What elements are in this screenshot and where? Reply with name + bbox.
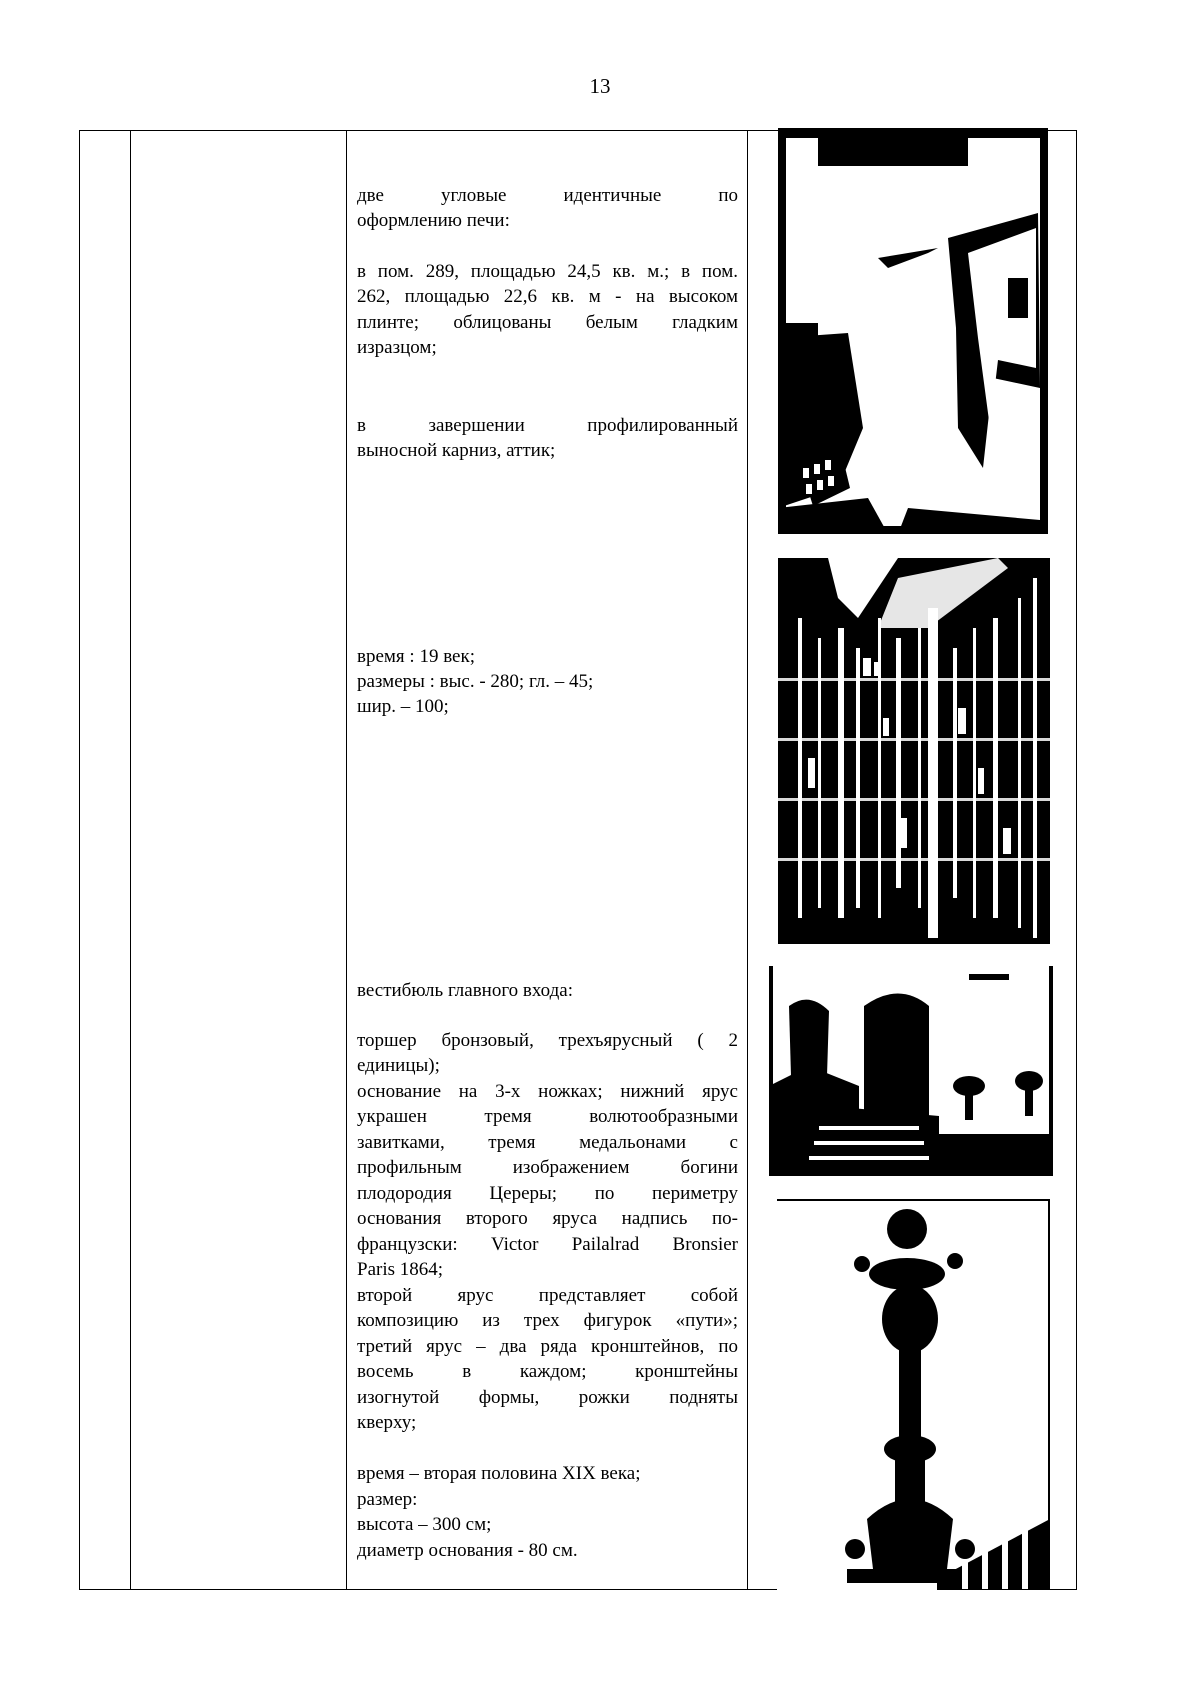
base-line1: основание на 3-х ножках; нижний ярус bbox=[357, 1081, 738, 1102]
column-border-1 bbox=[79, 130, 80, 1590]
vestibule-photo bbox=[769, 966, 1053, 1176]
sizes-line2: шир. – 100; bbox=[357, 696, 449, 717]
column-border-4 bbox=[747, 130, 748, 1590]
base-line8: Paris 1864; bbox=[357, 1259, 444, 1280]
vestibule-photo-graphic bbox=[769, 966, 1053, 1176]
library-photo bbox=[778, 558, 1050, 944]
cornice-line1: в завершении профилированный bbox=[357, 415, 738, 436]
tier2-line1: второй ярус представляет собой bbox=[357, 1285, 738, 1306]
stoves-desc-line3: плинте; облицованы белым гладким bbox=[357, 312, 738, 333]
stoves-heading-line2: оформлению печи: bbox=[357, 210, 510, 231]
stove-photo bbox=[778, 128, 1048, 534]
tier3-line2: восемь в каждом; кронштейны bbox=[357, 1361, 738, 1382]
base-line6: основания второго яруса надпись по- bbox=[357, 1208, 738, 1229]
tier3-line4: кверху; bbox=[357, 1412, 417, 1433]
vestibule-heading: вестибюль главного входа: bbox=[357, 980, 573, 1001]
stove-photo-graphic bbox=[778, 128, 1048, 534]
column-border-3 bbox=[346, 130, 347, 1590]
column-border-5 bbox=[1076, 130, 1077, 1590]
base-line7: французски: Victor Pailalrad Bronsier bbox=[357, 1234, 738, 1255]
base-line3: завитками, тремя медальонами с bbox=[357, 1132, 738, 1153]
tier2-line2: композицию из трех фигурок «пути»; bbox=[357, 1310, 738, 1331]
base-line4: профильным изображением богини bbox=[357, 1157, 738, 1178]
base-line2: украшен тремя волютообразными bbox=[357, 1106, 738, 1127]
stoves-desc-line2: 262, площадью 22,6 кв. м - на высоком bbox=[357, 286, 738, 307]
column-border-2 bbox=[130, 130, 131, 1590]
base-line5: плодородия Цереры; по периметру bbox=[357, 1183, 738, 1204]
size-label: размер: bbox=[357, 1489, 418, 1510]
height-value: высота – 300 см; bbox=[357, 1514, 492, 1535]
torchere-line2: единицы); bbox=[357, 1055, 440, 1076]
cornice-line2: выносной карниз, аттик; bbox=[357, 440, 556, 461]
time-19-century: время : 19 век; bbox=[357, 646, 475, 667]
stoves-desc-line4: изразцом; bbox=[357, 337, 437, 358]
tier3-line1: третий ярус – два ряда кронштейнов, по bbox=[357, 1336, 738, 1357]
stoves-heading-line1: две угловые идентичные по bbox=[357, 185, 738, 206]
diameter-value: диаметр основания - 80 см. bbox=[357, 1540, 578, 1561]
library-photo-graphic bbox=[778, 558, 1050, 944]
sizes-line1: размеры : выс. - 280; гл. – 45; bbox=[357, 671, 594, 692]
page-number: 13 bbox=[589, 74, 611, 98]
torchere-photo bbox=[777, 1199, 1050, 1590]
torchere-line1: торшер бронзовый, трехъярусный ( 2 bbox=[357, 1030, 738, 1051]
torchere-photo-graphic bbox=[777, 1199, 1050, 1590]
time-xix-century: время – вторая половина XIX века; bbox=[357, 1463, 641, 1484]
stoves-desc-line1: в пом. 289, площадью 24,5 кв. м.; в пом. bbox=[357, 261, 738, 282]
tier3-line3: изогнутой формы, рожки подняты bbox=[357, 1387, 738, 1408]
